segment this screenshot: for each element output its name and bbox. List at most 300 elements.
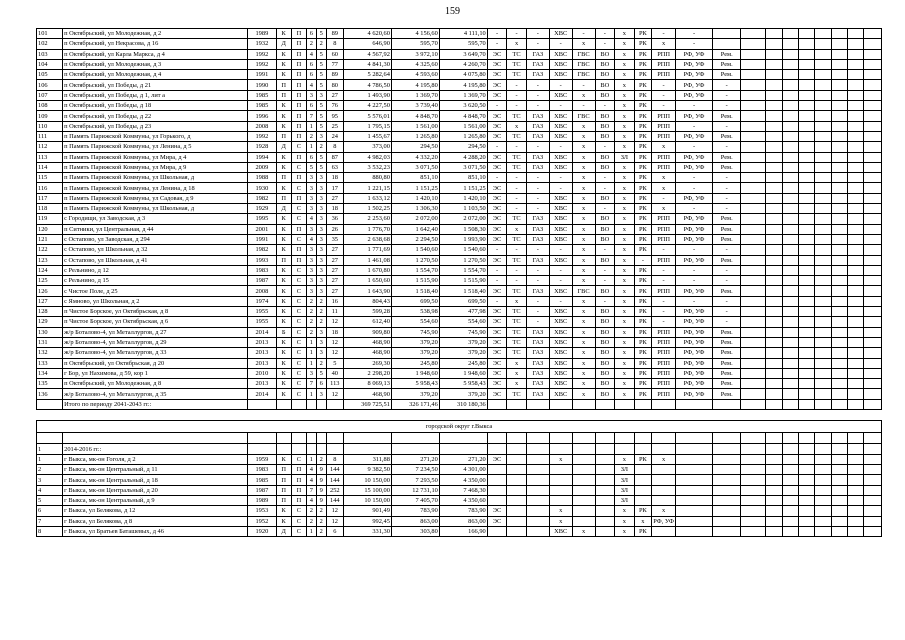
row-number: 110 xyxy=(37,121,63,131)
table-cell: - xyxy=(507,101,527,111)
empty-cell xyxy=(766,39,782,49)
row-number: 107 xyxy=(37,90,63,100)
table-cell: - xyxy=(595,29,615,39)
table-cell: 745,90 xyxy=(439,327,487,337)
table-cell: П xyxy=(276,495,291,505)
table-cell: - xyxy=(676,183,713,193)
table-cell: ТС xyxy=(507,286,527,296)
row-number: 136 xyxy=(37,389,63,399)
empty-cell xyxy=(782,204,798,214)
total-label: Итого по периоду 2041-2043 гг.: xyxy=(63,399,248,409)
address-cell: с Остапово, ул Заводская, д 294 xyxy=(63,234,248,244)
empty-cell xyxy=(815,204,831,214)
table-cell: 1982 xyxy=(248,193,276,203)
table-cell: 8 xyxy=(326,142,343,152)
table-cell: - xyxy=(713,90,741,100)
table-cell: ЭС xyxy=(487,327,507,337)
table-cell: 1992 xyxy=(248,131,276,141)
empty-cell xyxy=(766,101,782,111)
empty-cell xyxy=(864,131,882,141)
table-cell: 3 649,70 xyxy=(439,49,487,59)
empty-cell xyxy=(848,39,864,49)
table-cell: 27 xyxy=(326,286,343,296)
table-cell: Рем. xyxy=(713,234,741,244)
table-cell: 252 xyxy=(326,485,343,495)
address-cell: п Октябрьский, ул Победы, д 23 xyxy=(63,121,248,131)
empty-cell xyxy=(782,317,798,327)
table1-row xyxy=(37,265,882,275)
empty-cell xyxy=(766,317,782,327)
table-cell: К xyxy=(276,183,291,193)
table-cell: ХВС xyxy=(549,255,572,265)
empty-cell xyxy=(766,234,782,244)
table-cell: 3 xyxy=(316,389,326,399)
table-cell: х xyxy=(615,368,635,378)
table-cell: 3 972,10 xyxy=(391,49,439,59)
table-cell: ГАЗ xyxy=(526,121,549,131)
table-cell: ВО xyxy=(595,193,615,203)
table-cell: 3 xyxy=(307,193,317,203)
table-cell: Рем. xyxy=(713,286,741,296)
table-cell: 8 069,13 xyxy=(344,379,392,389)
table-cell: 4 111,10 xyxy=(439,29,487,39)
table-cell: ХВС xyxy=(549,162,572,172)
empty-cell xyxy=(848,70,864,80)
table-cell: 27 xyxy=(326,276,343,286)
table-cell: Рем. xyxy=(713,389,741,399)
table-cell: Рем. xyxy=(713,70,741,80)
table-cell: К xyxy=(276,29,291,39)
table-cell: - xyxy=(713,142,741,152)
table-cell xyxy=(741,276,766,286)
empty-cell xyxy=(799,465,815,475)
table-cell: 2013 xyxy=(248,348,276,358)
table-cell: ЗЛ xyxy=(615,475,635,485)
table-cell: РФ, УФ xyxy=(653,517,674,525)
table-cell xyxy=(526,516,549,526)
table-cell: 1993 xyxy=(248,255,276,265)
empty-cell xyxy=(848,101,864,111)
empty-cell xyxy=(815,526,831,536)
empty-cell xyxy=(766,495,782,505)
empty-cell xyxy=(799,142,815,152)
table-cell: РПП xyxy=(652,162,676,172)
table-cell: х xyxy=(615,131,635,141)
table-cell: - xyxy=(507,245,527,255)
table-cell: 4 227,50 xyxy=(344,101,392,111)
table-cell: П xyxy=(276,173,291,183)
table-cell: х xyxy=(615,276,635,286)
period-row xyxy=(37,444,882,454)
table-cell: х xyxy=(507,296,527,306)
table-cell: - xyxy=(595,39,615,49)
empty-cell xyxy=(831,234,847,244)
table-cell: х xyxy=(652,506,676,516)
table-cell: 2 xyxy=(307,131,317,141)
empty-cell xyxy=(864,327,882,337)
table-cell: ХВС xyxy=(549,111,572,121)
empty-cell xyxy=(815,59,831,69)
table-cell: К xyxy=(276,317,291,327)
table-cell: ХВС xyxy=(549,368,572,378)
table-cell: - xyxy=(652,296,676,306)
table-cell: 2 xyxy=(316,358,326,368)
table-cell: С xyxy=(291,296,306,306)
table1-row xyxy=(37,317,882,327)
empty-cell xyxy=(848,131,864,141)
table-cell: 1 515,90 xyxy=(439,276,487,286)
table-cell: С xyxy=(291,526,306,536)
address-cell: п Октябрьский, ул Некрасова, д 16 xyxy=(63,39,248,49)
table-cell: ГАЗ xyxy=(526,368,549,378)
empty-cell xyxy=(799,121,815,131)
empty-cell xyxy=(766,245,782,255)
table-cell: 271,20 xyxy=(439,454,487,464)
table-cell: 1 420,10 xyxy=(391,193,439,203)
empty-cell xyxy=(815,49,831,59)
empty-cell xyxy=(831,276,847,286)
table-cell: С xyxy=(291,327,306,337)
table-cell: 595,70 xyxy=(391,39,439,49)
table-cell xyxy=(634,495,651,505)
address-cell: п Память Парижской Коммуны, ул Мира, д 4 xyxy=(63,152,248,162)
row-number: 4 xyxy=(37,485,63,495)
empty-cell xyxy=(864,245,882,255)
table-cell xyxy=(741,214,766,224)
table-cell: х xyxy=(652,183,676,193)
table-cell xyxy=(741,389,766,399)
table-cell: х xyxy=(615,121,635,131)
table-cell: РК xyxy=(634,245,651,255)
table-cell: 1 221,15 xyxy=(344,183,392,193)
table-cell: 27 xyxy=(326,193,343,203)
table-cell: К xyxy=(276,286,291,296)
table-cell: х xyxy=(507,379,527,389)
empty-cell xyxy=(864,526,882,536)
empty-cell xyxy=(799,70,815,80)
empty-cell xyxy=(864,101,882,111)
table-cell: РК xyxy=(634,152,651,162)
empty-cell xyxy=(766,265,782,275)
table-cell: ГАЗ xyxy=(526,59,549,69)
table-cell: РК xyxy=(634,454,651,464)
empty-cell xyxy=(864,307,882,317)
table1-row xyxy=(37,29,882,39)
address-cell: г Выкса, мк-он Центральный, д 18 xyxy=(63,475,248,485)
empty-cell xyxy=(848,162,864,172)
empty-cell xyxy=(766,173,782,183)
table-cell: РК xyxy=(634,90,651,100)
table-cell: ХВС xyxy=(549,234,572,244)
table-cell xyxy=(595,495,615,505)
empty-cell xyxy=(799,49,815,59)
empty-cell xyxy=(782,475,798,485)
empty-cell xyxy=(815,337,831,347)
table-cell: 3 xyxy=(316,183,326,193)
table-cell: - xyxy=(507,276,527,286)
table-cell: х xyxy=(615,111,635,121)
table-cell: Д xyxy=(276,39,291,49)
table-cell: - xyxy=(487,29,507,39)
table-cell: ВО xyxy=(595,111,615,121)
table-cell: ЭС xyxy=(487,224,507,234)
empty-cell xyxy=(815,506,831,516)
section-title-row xyxy=(37,421,882,433)
empty-cell xyxy=(766,121,782,131)
table-cell: 4 195,80 xyxy=(391,80,439,90)
empty-cell xyxy=(799,485,815,495)
table-cell: 18 xyxy=(326,173,343,183)
table-cell: 77 xyxy=(326,59,343,69)
empty-cell xyxy=(766,506,782,516)
table-cell: 992,45 xyxy=(344,516,392,526)
table-cell: ВО xyxy=(595,337,615,347)
table-cell: РК xyxy=(634,358,651,368)
table-cell: - xyxy=(713,204,741,214)
table-cell: х xyxy=(615,379,635,389)
table-cell xyxy=(741,59,766,69)
table-cell: ЭС xyxy=(487,348,507,358)
table-cell: 2014 xyxy=(248,327,276,337)
table-cell: х xyxy=(615,29,635,39)
empty-cell xyxy=(766,80,782,90)
empty-cell xyxy=(848,265,864,275)
table-cell: ТС xyxy=(507,307,527,317)
table-cell: К xyxy=(276,389,291,399)
row-number: 102 xyxy=(37,39,63,49)
table-cell: 6 xyxy=(307,29,317,39)
row-number: 105 xyxy=(37,70,63,80)
spacer-row xyxy=(37,409,882,421)
table-cell: х xyxy=(572,142,595,152)
table-cell: К xyxy=(276,121,291,131)
table-cell: С xyxy=(291,379,306,389)
table-cell xyxy=(487,485,507,495)
table-cell: 3 xyxy=(307,286,317,296)
table-cell: 1983 xyxy=(248,265,276,275)
address-cell: п Память Парижской Коммуны, ул Мира, д 9 xyxy=(63,162,248,172)
table-cell: 2009 xyxy=(248,162,276,172)
table-cell: 1 493,90 xyxy=(344,90,392,100)
table-cell: 1 xyxy=(307,526,317,536)
table-cell: Рем. xyxy=(713,131,741,141)
table-cell: - xyxy=(652,276,676,286)
table-cell xyxy=(713,526,741,536)
table-cell: 863,00 xyxy=(391,516,439,526)
address-cell: с Остапово, ул Школьная, д 32 xyxy=(63,245,248,255)
table-cell: 4 332,20 xyxy=(391,152,439,162)
empty-cell xyxy=(799,101,815,111)
table-cell: 1 xyxy=(307,337,317,347)
table-cell: х xyxy=(572,193,595,203)
empty-cell xyxy=(848,49,864,59)
table-cell: С xyxy=(291,317,306,327)
empty-cell xyxy=(799,183,815,193)
table-cell: РК xyxy=(634,193,651,203)
table-cell: ХВС xyxy=(549,131,572,141)
row-number: 133 xyxy=(37,358,63,368)
table-cell: 5 xyxy=(316,121,326,131)
table-cell: 3 xyxy=(307,368,317,378)
empty-cell xyxy=(766,348,782,358)
table-cell: 89 xyxy=(326,70,343,80)
table-cell: 804,43 xyxy=(344,296,392,306)
empty-cell xyxy=(864,348,882,358)
table-cell xyxy=(595,475,615,485)
table-cell: ГАЗ xyxy=(526,70,549,80)
empty-cell xyxy=(799,39,815,49)
empty-cell xyxy=(831,454,847,464)
row-number: 1 xyxy=(37,454,63,464)
table-cell: ВО xyxy=(595,379,615,389)
empty-cell xyxy=(831,296,847,306)
empty-cell xyxy=(848,80,864,90)
table-cell: - xyxy=(595,173,615,183)
table-cell: х xyxy=(572,183,595,193)
table-cell: П xyxy=(291,131,306,141)
table-cell: 863,00 xyxy=(439,516,487,526)
table2-row xyxy=(37,516,882,526)
empty-cell xyxy=(782,70,798,80)
table-cell: 5 xyxy=(316,368,326,378)
table-cell: - xyxy=(652,90,676,100)
table-cell: ГАЗ xyxy=(526,214,549,224)
table-cell: 1 369,70 xyxy=(391,90,439,100)
section-spacer-row xyxy=(37,432,882,444)
table1-row xyxy=(37,204,882,214)
table-cell xyxy=(652,495,676,505)
table-cell: 9 xyxy=(316,495,326,505)
table-cell: ВО xyxy=(595,152,615,162)
table-cell: ГАЗ xyxy=(526,162,549,172)
table-cell: 4 xyxy=(307,475,317,485)
table-cell: Д xyxy=(276,204,291,214)
address-cell: с Чистое Поле, д 25 xyxy=(63,286,248,296)
table-cell: 1 502,25 xyxy=(344,204,392,214)
empty-cell xyxy=(831,475,847,485)
table-cell: ГАЗ xyxy=(526,111,549,121)
table-cell: - xyxy=(526,296,549,306)
table-cell xyxy=(507,475,527,485)
empty-cell xyxy=(831,193,847,203)
table-cell: РФ, УФ xyxy=(676,368,713,378)
table-cell: Рем. xyxy=(713,337,741,347)
table-cell: С xyxy=(291,204,306,214)
table-cell: 3 xyxy=(316,131,326,141)
table1-row xyxy=(37,111,882,121)
empty-cell xyxy=(815,276,831,286)
table-cell: х xyxy=(652,39,676,49)
table-cell: - xyxy=(487,296,507,306)
table-cell: 4 593,60 xyxy=(391,70,439,80)
table-cell: - xyxy=(526,80,549,90)
table-cell: 2001 xyxy=(248,224,276,234)
table-cell: х xyxy=(615,327,635,337)
table-cell: 113 xyxy=(326,379,343,389)
empty-cell xyxy=(815,265,831,275)
table-cell: С xyxy=(291,337,306,347)
table-cell: РК xyxy=(634,348,651,358)
table-cell: 5 xyxy=(316,59,326,69)
table-cell: РПП xyxy=(652,379,676,389)
empty-cell xyxy=(815,142,831,152)
table-cell xyxy=(507,506,527,516)
table-cell: - xyxy=(713,317,741,327)
table-cell xyxy=(487,465,507,475)
empty-cell xyxy=(815,80,831,90)
table-cell: - xyxy=(676,173,713,183)
table-cell: - xyxy=(507,183,527,193)
table-cell xyxy=(741,506,766,516)
table-cell: х xyxy=(615,337,635,347)
table-cell xyxy=(741,296,766,306)
table-cell: х xyxy=(652,142,676,152)
table-cell: ЭС xyxy=(487,193,507,203)
table-cell: - xyxy=(526,265,549,275)
row-number: 129 xyxy=(37,317,63,327)
table-cell: - xyxy=(713,276,741,286)
total-value: 326 171,46 xyxy=(391,399,439,409)
empty-cell xyxy=(782,173,798,183)
address-cell: г Выкса, ул Белякова, д 12 xyxy=(63,506,248,516)
table-cell: ЭС xyxy=(487,80,507,90)
table-cell: 5 xyxy=(316,101,326,111)
table-cell: 468,90 xyxy=(344,348,392,358)
table-cell: 1 540,60 xyxy=(391,245,439,255)
empty-cell xyxy=(848,379,864,389)
table-cell: ВО xyxy=(595,358,615,368)
table-cell xyxy=(652,465,676,475)
table-cell: ХВС xyxy=(549,204,572,214)
table-cell: 311,88 xyxy=(344,454,392,464)
table-cell: 2 xyxy=(316,516,326,526)
table-cell: 40 xyxy=(326,368,343,378)
empty-cell xyxy=(848,516,864,526)
table-cell: 245,80 xyxy=(391,358,439,368)
empty-cell xyxy=(799,454,815,464)
table-cell: 3 xyxy=(316,214,326,224)
table-cell: ХВС xyxy=(549,348,572,358)
table-cell: - xyxy=(652,317,676,327)
table-cell: 4 620,60 xyxy=(344,29,392,39)
table-cell: Д xyxy=(276,526,291,536)
empty-cell xyxy=(831,131,847,141)
table-cell: ЭС xyxy=(487,286,507,296)
table-cell: - xyxy=(507,193,527,203)
table-cell: П xyxy=(291,485,306,495)
empty-cell xyxy=(799,90,815,100)
table-cell: х xyxy=(572,39,595,49)
empty-cell xyxy=(799,265,815,275)
table-cell: 1 xyxy=(307,121,317,131)
table-cell: ХВС xyxy=(549,389,572,399)
table-cell: 5 xyxy=(307,162,317,172)
empty-cell xyxy=(799,389,815,399)
table-cell: х xyxy=(572,173,595,183)
table-cell: РК xyxy=(634,59,651,69)
table-cell: - xyxy=(526,307,549,317)
table-cell: х xyxy=(572,204,595,214)
empty-cell xyxy=(831,29,847,39)
table-cell: 1953 xyxy=(248,506,276,516)
table-cell: 1928 xyxy=(248,142,276,152)
table-cell: - xyxy=(676,204,713,214)
table-cell: К xyxy=(276,276,291,286)
table-cell: ЭС xyxy=(487,152,507,162)
table-cell: х xyxy=(615,70,635,80)
table-cell: 303,80 xyxy=(391,526,439,536)
empty-cell xyxy=(831,204,847,214)
